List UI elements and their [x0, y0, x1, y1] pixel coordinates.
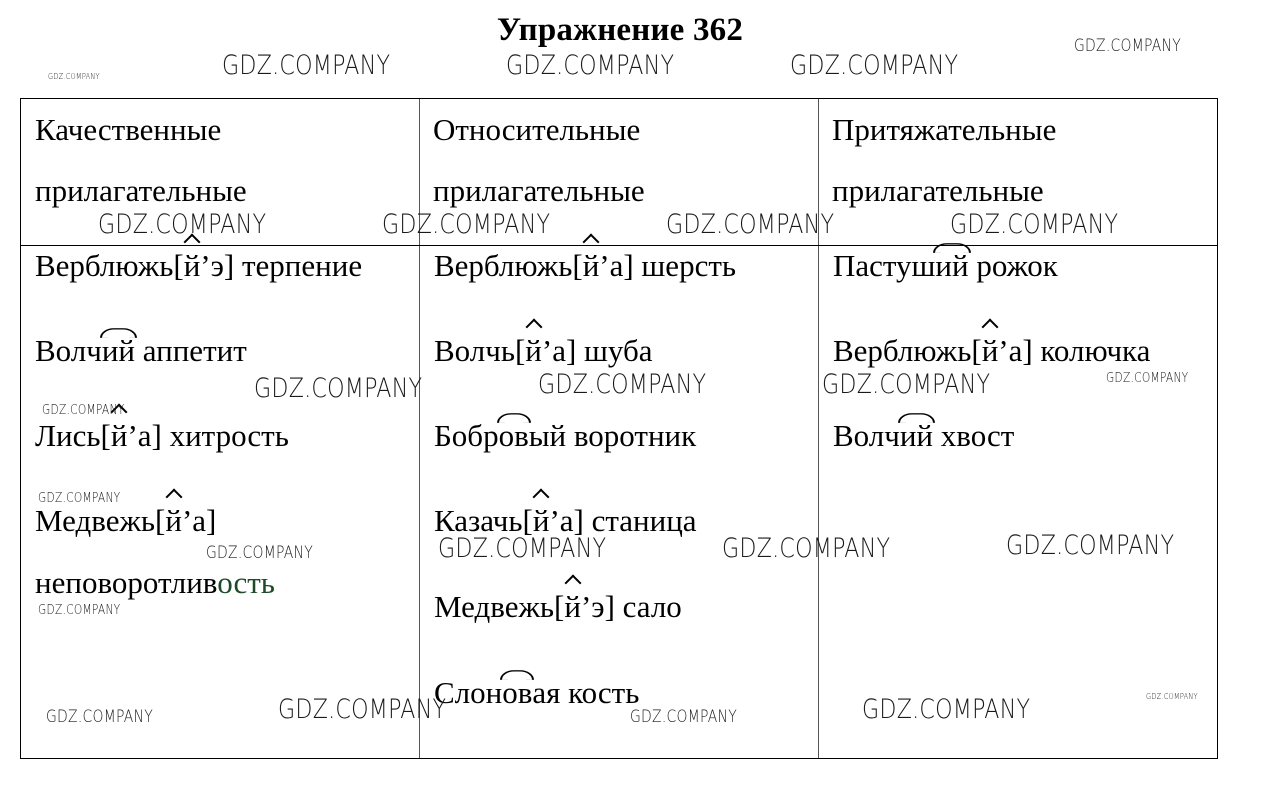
item-morpheme: ов [502, 675, 533, 710]
watermark: GDZ.COMPANY [38, 491, 121, 506]
item-morpheme: й [582, 248, 600, 283]
item-morpheme: й [981, 333, 999, 368]
header-line: Качественные [35, 112, 222, 147]
header-line: Притяжательные [832, 112, 1057, 147]
item-text: Верблюжь[ [833, 333, 982, 368]
item-text: ая кость [532, 675, 640, 710]
watermark: GDZ.COMPANY [506, 50, 675, 81]
item-text: Волч [35, 333, 102, 368]
list-item [434, 589, 682, 625]
item-morpheme: й [564, 589, 581, 624]
header-possessive [818, 99, 1056, 221]
item-text: ’э] терпение [200, 248, 363, 283]
item-text: Лись[ [35, 418, 111, 453]
list-item [833, 418, 1014, 454]
list-item [833, 248, 1058, 284]
item-text: Казачь[ [434, 503, 533, 538]
watermark: GDZ.COMPANY [46, 707, 153, 727]
watermark: GDZ.COMPANY [1106, 371, 1189, 386]
watermark: GDZ.COMPANY [538, 369, 707, 400]
watermark: GDZ.COMPANY [1006, 530, 1175, 561]
item-text: ’а] [181, 503, 217, 538]
watermark: GDZ.COMPANY [950, 209, 1119, 240]
item-text: ’э] сало [580, 589, 682, 624]
item-text: рожок [968, 248, 1058, 283]
adjective-table [20, 98, 1218, 759]
watermark: GDZ.COMPANY [206, 543, 313, 563]
watermark: GDZ.COMPANY [790, 50, 959, 81]
item-text: Бобр [434, 418, 499, 453]
item-text: ’а] шерсть [599, 248, 737, 283]
watermark: GDZ.COMPANY [38, 603, 121, 618]
item-text: ’а] колючка [998, 333, 1151, 368]
watermark: GDZ.COMPANY [382, 209, 551, 240]
header-qualitative [21, 99, 247, 221]
watermark: GDZ.COMPANY [1074, 36, 1181, 56]
item-morpheme: й [110, 418, 128, 453]
item-text: Слон [434, 675, 503, 710]
watermark: GDZ.COMPANY [722, 533, 891, 564]
item-text: Пастуш [833, 248, 936, 283]
watermark: GDZ.COMPANY [222, 50, 391, 81]
list-item [434, 675, 639, 711]
list-item [35, 503, 216, 539]
watermark: GDZ.COMPANY [822, 369, 991, 400]
list-item [35, 248, 362, 284]
watermark: GDZ.COMPANY [42, 403, 125, 418]
watermark: GDZ.COMPANY [438, 533, 607, 564]
watermark: GDZ.COMPANY [666, 209, 835, 240]
watermark: GDZ.COMPANY [98, 209, 267, 240]
watermark: GDZ.COMPANY [254, 373, 423, 404]
item-text: ’а] шуба [541, 333, 653, 368]
list-item [35, 418, 289, 454]
header-line: прилагательные [433, 173, 645, 208]
watermark: GDZ.COMPANY [48, 72, 100, 81]
watermark: GDZ.COMPANY [862, 694, 1031, 725]
item-morpheme: ий [935, 248, 969, 283]
list-item [434, 333, 653, 369]
list-item [833, 333, 1150, 369]
watermark: GDZ.COMPANY [278, 694, 447, 725]
list-item [35, 333, 247, 369]
item-text: аппетит [135, 333, 247, 368]
item-morpheme: ий [899, 418, 934, 453]
item-morpheme: й [165, 503, 182, 538]
header-divider [21, 245, 1217, 246]
item-text: Медвежь[ [434, 589, 565, 624]
item-text: Верблюжь[ [35, 248, 184, 283]
item-text: Верблюжь[ [434, 248, 583, 283]
list-item [35, 565, 275, 601]
item-text: неповоротливость [35, 565, 275, 600]
item-text: ’а] станица [549, 503, 697, 538]
header-line: прилагательные [35, 173, 247, 208]
item-text: Медвежь[ [35, 503, 166, 538]
watermark: GDZ.COMPANY [1146, 692, 1198, 701]
item-morpheme: ов [498, 418, 529, 453]
item-morpheme: ий [101, 333, 136, 368]
item-morpheme: й [532, 503, 550, 538]
header-relative [419, 99, 645, 221]
list-item [434, 418, 696, 454]
list-item [434, 248, 736, 284]
item-text: Волч [833, 418, 900, 453]
item-text: ’а] хитрость [127, 418, 289, 453]
item-morpheme: й [525, 333, 542, 368]
header-line: Относительные [433, 112, 641, 147]
exercise-title: Упражнение 362 [496, 12, 744, 48]
item-text: ый воротник [528, 418, 697, 453]
item-text: хвост [933, 418, 1015, 453]
item-morpheme: й [183, 248, 201, 283]
header-line: прилагательные [832, 173, 1044, 208]
item-text: Волчь[ [434, 333, 526, 368]
watermark: GDZ.COMPANY [630, 707, 737, 727]
